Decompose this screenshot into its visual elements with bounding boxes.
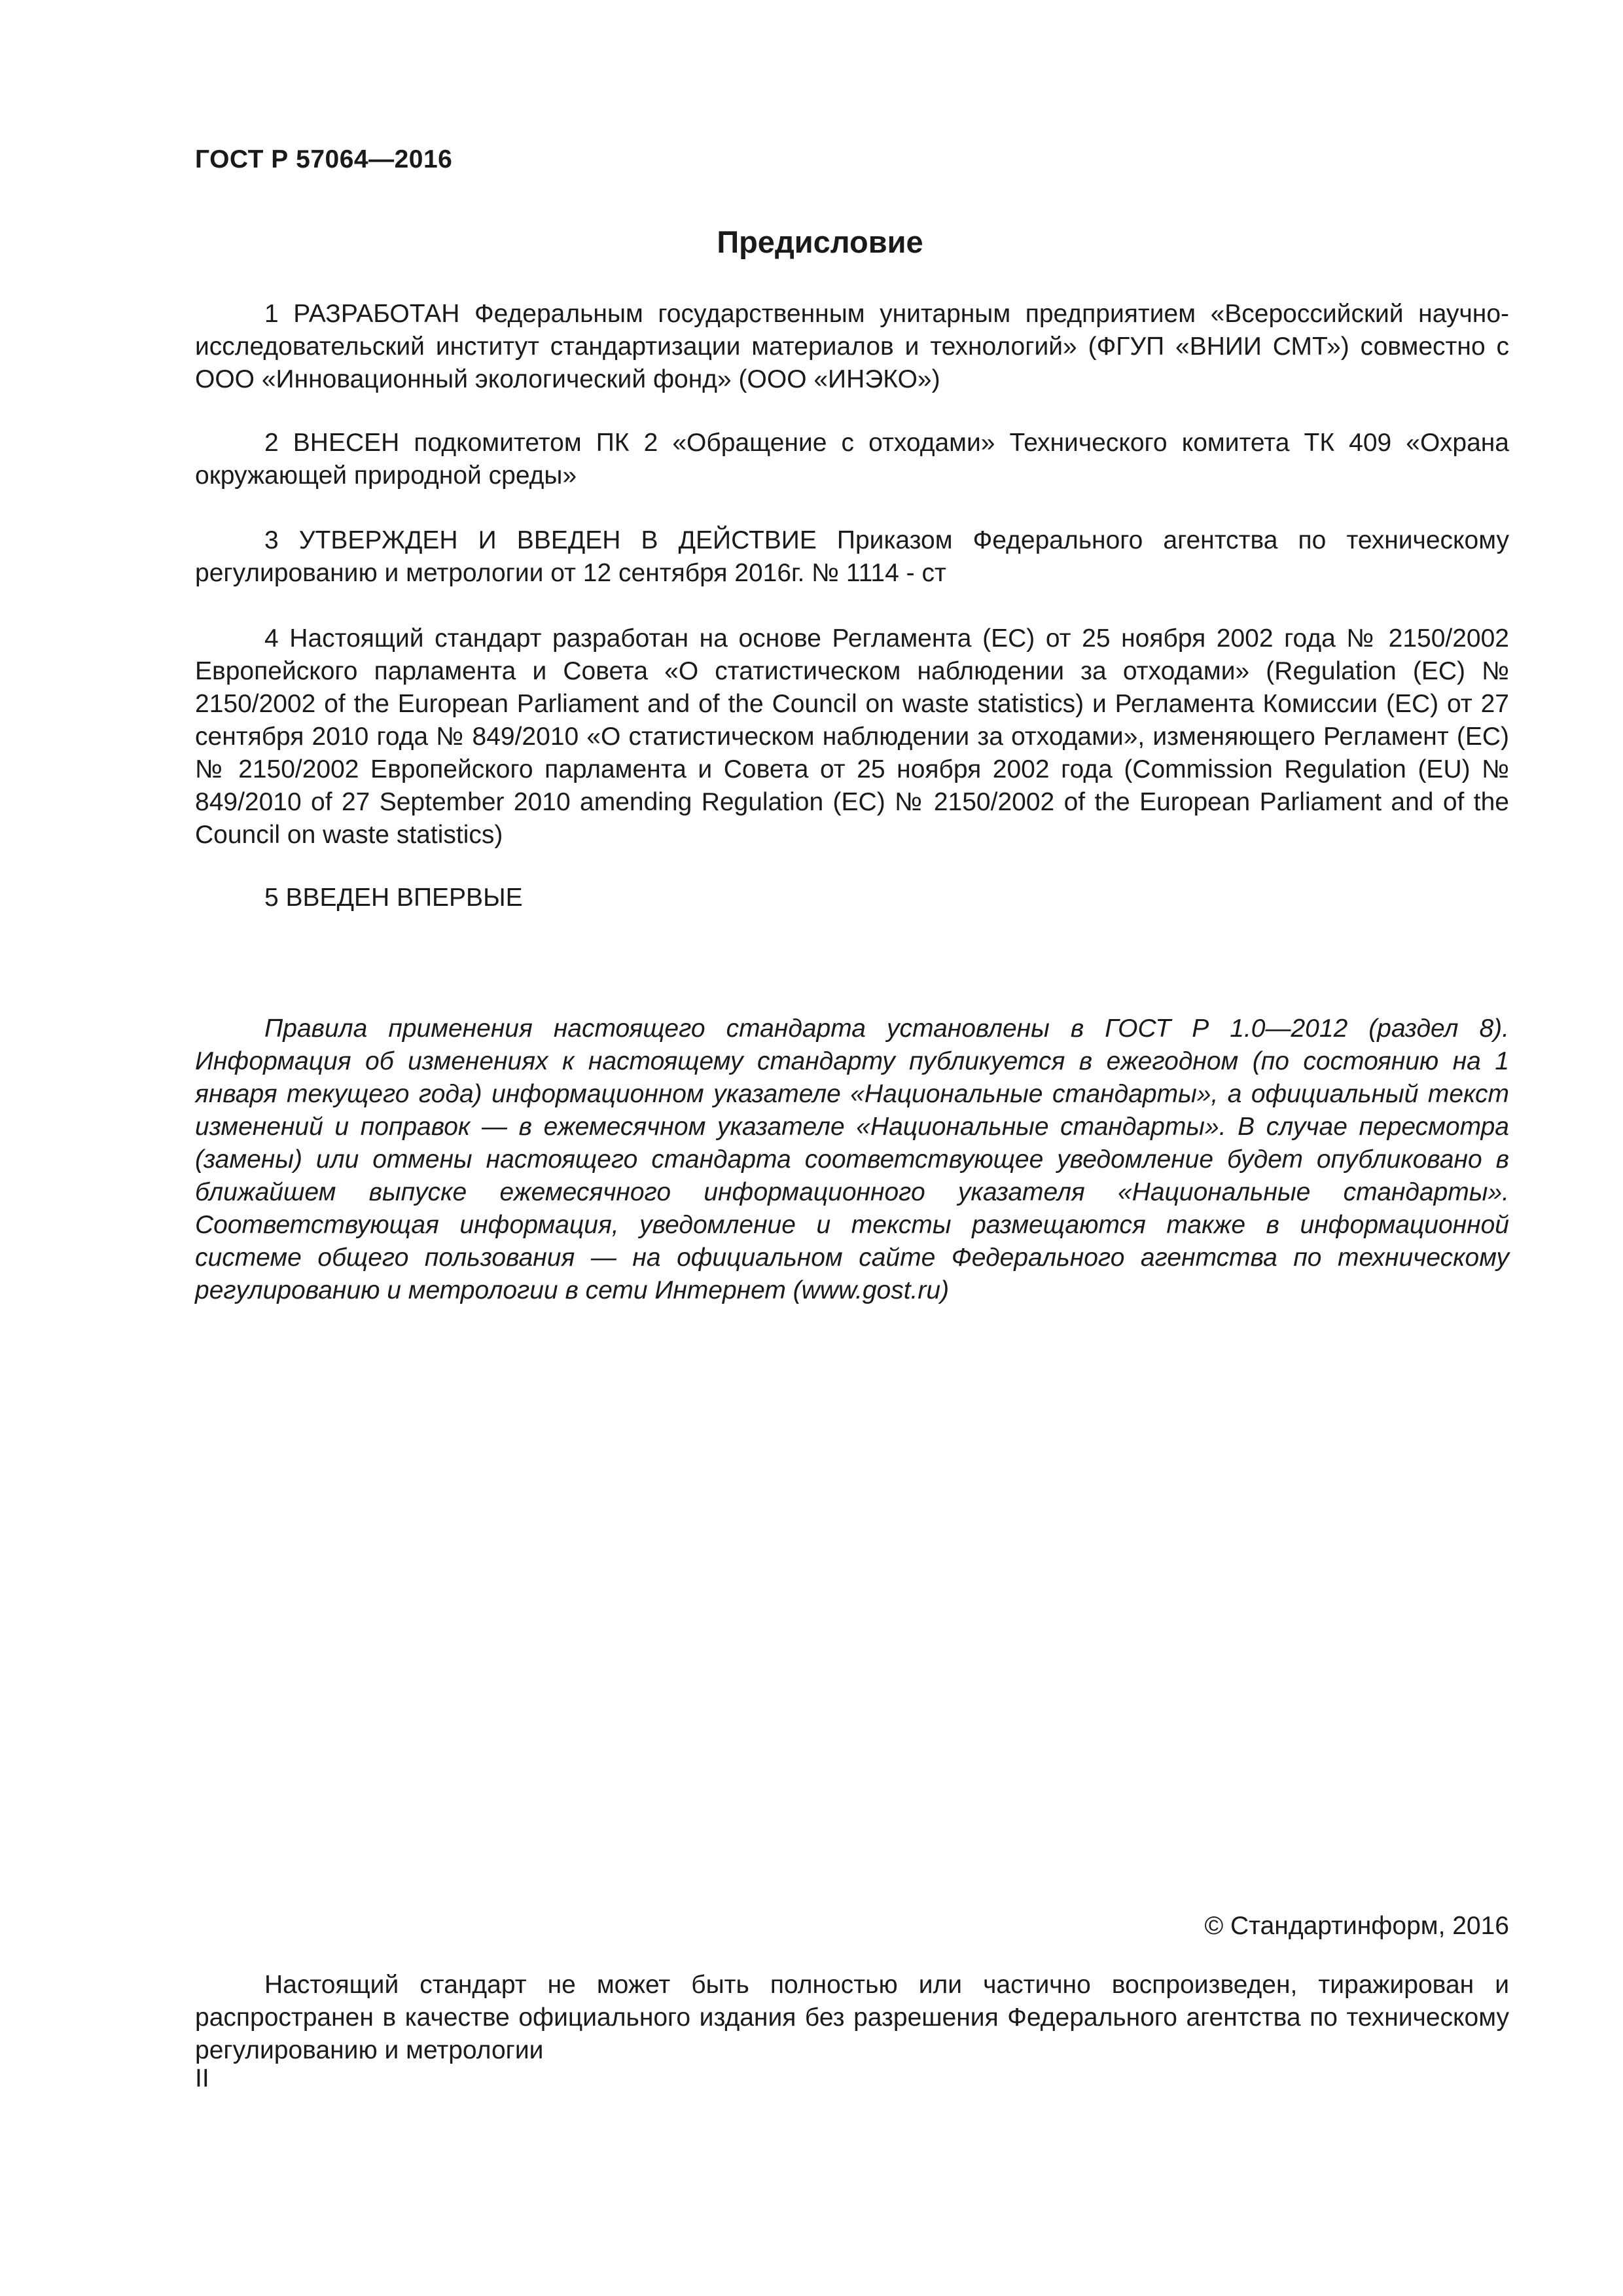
rights-text: Настоящий стандарт не может быть полностью или частично воспроизведен, тиражирован и распространен в качестве официального издания без разрешения Федерального агентства по техническому регулированию и метрологии: [195, 1971, 1509, 2064]
preface-item-4: [195, 622, 1509, 852]
page-number: II: [195, 2064, 209, 2092]
copyright-line: © Стандартинформ, 2016: [1204, 1912, 1509, 1940]
preface-item-5: [195, 882, 1509, 914]
preface-item-text: 1 РАЗРАБОТАН Федеральным государственным унитарным предприятием «Всероссийский научно-исследовательский институт стандартизации материалов и технологий» (ФГУП «ВНИИ СМТ») совместно с ООО «Инновационный экологический фонд» (ООО «ИНЭКО»): [195, 300, 1509, 393]
preface-item-text: 2 ВНЕСЕН подкомитетом ПК 2 «Обращение с отходами» Технического комитета ТК 409 «Охрана окружающей природной среды»: [195, 429, 1509, 490]
preface-item-text: 3 УТВЕРЖДЕН И ВВЕДЕН В ДЕЙСТВИЕ Приказом Федерального агентства по техническому регулированию и метрологии от 12 сентября 2016г. № 1114 - ст: [195, 526, 1509, 587]
preface-item-3: [195, 524, 1509, 590]
preface-item-2: [195, 427, 1509, 492]
page-title: Предисловие: [717, 224, 923, 259]
application-rules-notice: [195, 1013, 1509, 1307]
document-code: ГОСТ Р 57064—2016: [195, 145, 453, 173]
notice-text: Правила применения настоящего стандарта установлены в ГОСТ Р 1.0—2012 (раздел 8). Информация об изменениях к настоящему стандарту публикуется в ежегодном (по состоянию на 1 января текущего года) информационном указателе «Национальные стандарты», а официальный текст изменений и поправок — в ежемесячном указателе «Национальные стандарты». В случае пересмотра (замены) или отмены настоящего стандарта соответствующее уведомление будет опубликовано в ближайшем выпуске ежемесячного информационного указателя «Национальные стандарты». Соответствующая информация, уведомление и тексты размещаются также в информационной системе общего пользования — на официальном сайте Федерального агентства по техническому регулированию и метрологии в сети Интернет (www.gost.ru): [195, 1014, 1509, 1304]
preface-item-1: [195, 298, 1509, 396]
preface-item-text: 4 Настоящий стандарт разработан на основе Регламента (ЕС) от 25 ноября 2002 года № 2150/2002 Европейского парламента и Совета «О статистическом наблюдении за отходами» (Regulation (EC) № 2150/2002 of the European Parliament and of the Council on waste statistics) и Регламента Комиссии (ЕС) от 27 сентября 2010 года № 849/2010 «О статистическом наблюдении за отходами», изменяющего Регламент (ЕС) № 2150/2002 Европейского парламента и Совета от 25 ноября 2002 года (Commission Regulation (EU) № 849/2010 of 27 September 2010 amending Regulation (EC) № 2150/2002 of the European Parliament and of the Council on waste statistics): [195, 624, 1509, 849]
preface-item-text: 5 ВВЕДЕН ВПЕРВЫЕ: [264, 884, 523, 912]
reproduction-rights: [195, 1969, 1509, 2067]
